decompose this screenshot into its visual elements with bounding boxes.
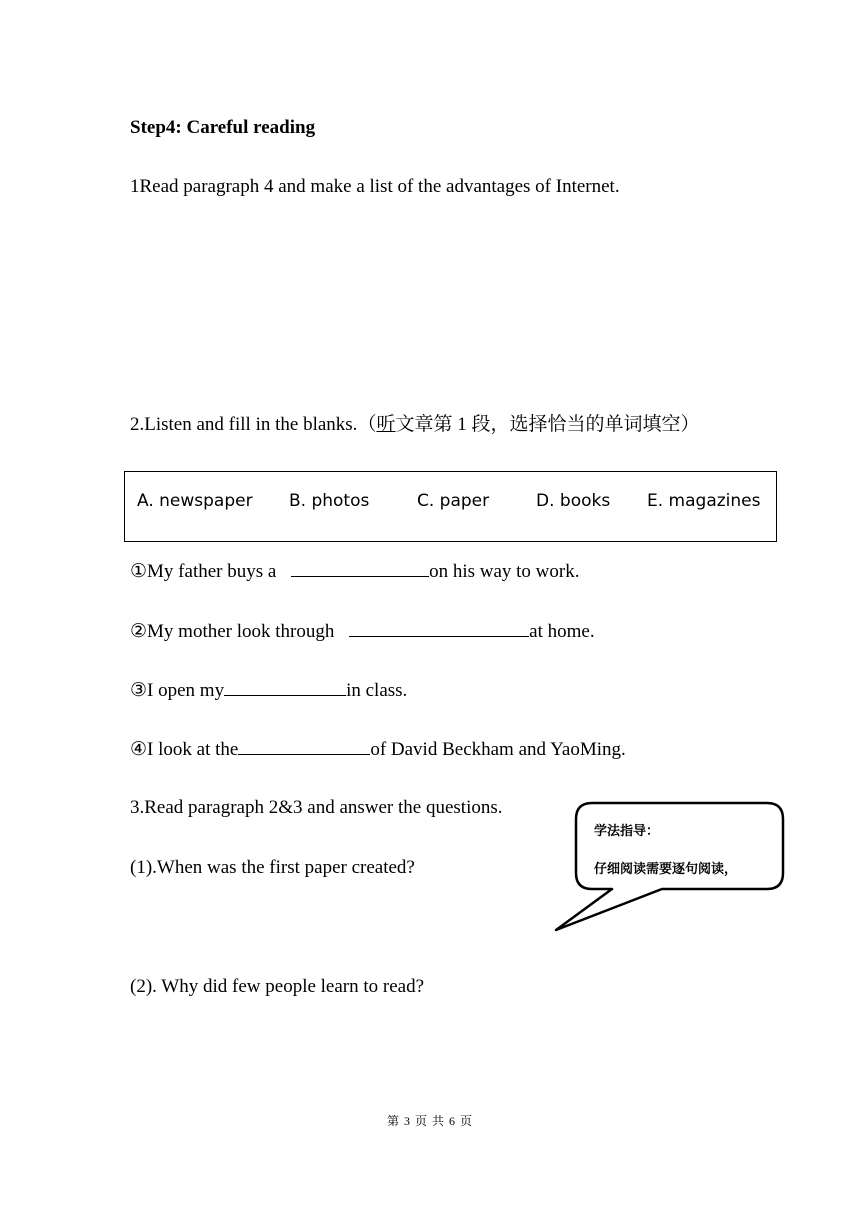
word-options-box: [124, 471, 777, 542]
section-heading: Step4: Careful reading: [130, 117, 316, 138]
question-2: [130, 413, 699, 437]
blank-3-suffix: in class.: [346, 680, 408, 701]
callout-title: 学法指导：: [594, 824, 660, 839]
question-2-cn-underlined: 听: [376, 414, 396, 435]
blank-3-prefix: ③I open my: [130, 680, 225, 701]
blank-2-suffix: at home.: [529, 621, 595, 642]
blank-2[interactable]: [349, 618, 529, 637]
blank-2-prefix: ②My mother look through: [130, 621, 340, 642]
blank-4-suffix: of David Beckham and YaoMing.: [370, 739, 626, 760]
question-1: 1Read paragraph 4 and make a list of the advantages of Internet.: [130, 176, 620, 197]
page-footer: 第 3 页 共 6 页: [386, 1114, 473, 1128]
blank-1-suffix: on his way to work.: [429, 561, 580, 582]
blank-sentence-1: [130, 558, 579, 584]
question-3-2: (2). Why did few people learn to read?: [130, 976, 425, 997]
question-2-en: 2.Listen and fill in the blanks.: [130, 414, 358, 435]
option-d: D. books: [536, 491, 611, 511]
blank-sentence-2: [130, 618, 595, 644]
option-c: C. paper: [417, 491, 490, 511]
option-e: E. magazines: [647, 491, 761, 511]
blank-3[interactable]: [224, 677, 346, 696]
question-3-1: (1).When was the first paper created?: [130, 857, 415, 878]
blank-sentence-3: [130, 677, 407, 703]
blank-4-prefix: ④I look at the: [130, 739, 239, 760]
blank-4[interactable]: [238, 736, 370, 755]
question-2-cn-open: （: [357, 414, 377, 435]
question-3: 3.Read paragraph 2&3 and answer the questions.: [130, 797, 503, 818]
callout-body: 仔细阅读需要逐句阅读，: [594, 862, 738, 877]
blank-1-prefix: ①My father buys a: [130, 561, 282, 582]
question-2-cn: 文章第 1 段，选择恰当的单词填空）: [395, 414, 700, 435]
blank-1[interactable]: [291, 558, 429, 577]
option-b: B. photos: [289, 491, 370, 511]
blank-sentence-4: [130, 736, 626, 762]
option-a: A. newspaper: [137, 491, 253, 511]
